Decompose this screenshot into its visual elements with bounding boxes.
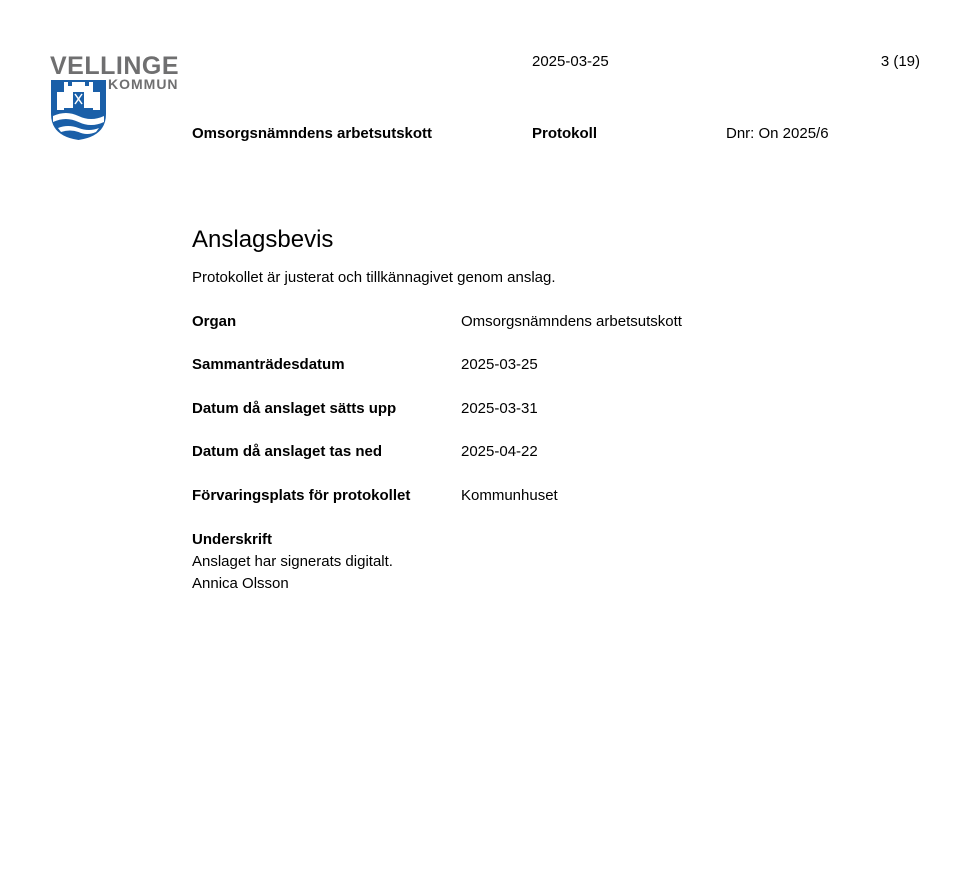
vellinge-kommun-logo [50,52,200,144]
intro-text: Protokollet är justerat och tillkännagivet genom anslag. [192,269,556,286]
field-value-storage-place: Kommunhuset [461,487,558,504]
header-date: 2025-03-25 [532,53,609,70]
field-value-removed-date: 2025-04-22 [461,443,538,460]
svg-text:VELLINGE: VELLINGE [50,52,180,80]
page-title: Anslagsbevis [192,226,334,253]
svg-text:KOMMUN: KOMMUN [108,76,179,92]
field-label-organ: Organ [192,313,237,330]
signature-name: Annica Olsson [192,575,289,592]
field-label-storage-place: Förvaringsplats för protokollet [192,487,411,504]
document-type: Protokoll [532,125,598,142]
page-number: 3 (19) [880,53,920,70]
signature-heading: Underskrift [192,531,273,548]
field-label-posted-date: Datum då anslaget sätts upp [192,400,397,417]
field-label-meeting-date: Sammanträdesdatum [192,356,345,373]
diary-number: Dnr: On 2025/6 [726,125,829,142]
field-value-posted-date: 2025-03-31 [461,400,538,417]
field-value-meeting-date: 2025-03-25 [461,356,538,373]
field-label-removed-date: Datum då anslaget tas ned [192,443,383,460]
field-value-organ: Omsorgsnämndens arbetsutskott [461,313,682,330]
header-organ: Omsorgsnämndens arbetsutskott [192,125,433,142]
signature-note: Anslaget har signerats digitalt. [192,553,393,570]
